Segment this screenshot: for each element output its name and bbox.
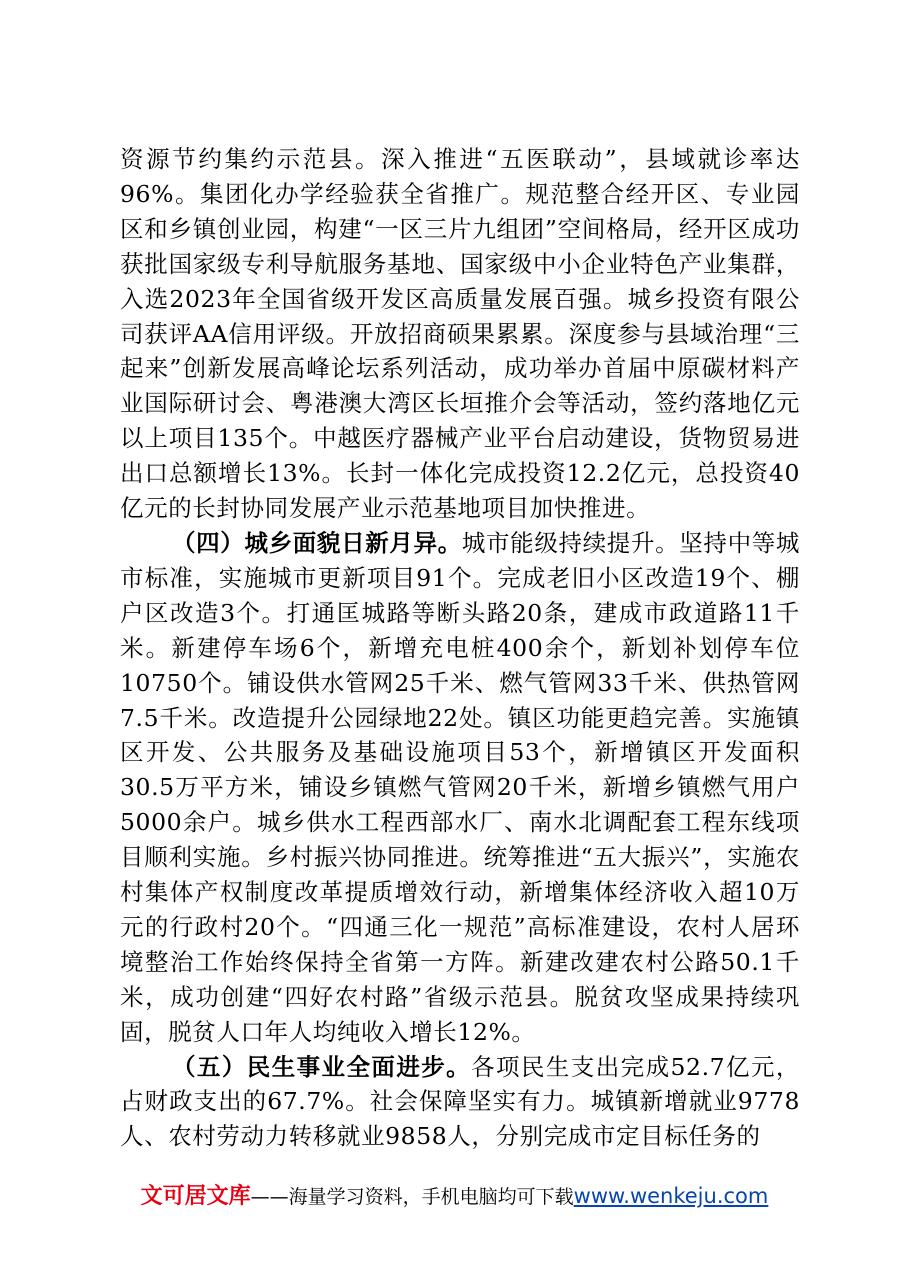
footer-slogan: ——海量学习资料，手机电脑均可下载: [250, 1186, 574, 1208]
footer-site-link[interactable]: www.wenkeju.com: [573, 1184, 769, 1208]
paragraph-2: [120, 526, 800, 1050]
footer-banner: [0, 1183, 909, 1210]
section-heading-4: （四）城乡面貌日新月异。: [172, 528, 462, 557]
document-body: [120, 142, 800, 1154]
paragraph-3: [120, 1050, 800, 1155]
section-heading-5: （五）民生事业全面进步。: [172, 1052, 472, 1081]
paragraph-1-text: 资源节约集约示范县。深入推进“五医联动”，县域就诊率达96%。集团化办学经验获全省推广。规范整合经开区、专业园区和乡镇创业园，构建“一区三片九组团”空间格局，经开区成功获批国家级专利导航服务基地、国家级中小企业特色产业集群，入选2023年全国省级开发区高质量发展百强。城乡投资有限公司获评AA信用评级。开放招商硕果累累。深度参与县域治理“三起来”创新发展高峰论坛系列活动，成功举办首届中原碳材料产业国际研讨会、粤港澳大湾区长垣推介会等活动，签约落地亿元以上项目135个。中越医疗器械产业平台启动建设，货物贸易进出口总额增长13%。长封一体化完成投资12.2亿元，总投资40亿元的长封协同发展产业示范基地项目加快推进。: [120, 145, 800, 523]
paragraph-1: [120, 142, 800, 526]
paragraph-3-text: 各项民生支出完成52.7亿元，占财政支出的67.7%。社会保障坚实有力。城镇新增就业9778人、农村劳动力转移就业9858人，分别完成市定目标任务的: [120, 1052, 801, 1151]
footer-brand: 文可居文库: [140, 1184, 251, 1209]
paragraph-2-text: 城市能级持续提升。坚持中等城市标准，实施城市更新项目91个。完成老旧小区改造19个、棚户区改造3个。打通匡城路等断头路20条，建成市政道路11千米。新建停车场6个，新增充电桩400余个，新划补划停车位10750个。铺设供水管网25千米、燃气管网33千米、供热管网7.5千米。改造提升公园绿地22处。镇区功能更趋完善。实施镇区开发、公共服务及基础设施项目53个，新增镇区开发面积30.5万平方米，铺设乡镇燃气管网20千米，新增乡镇燃气用户5000余户。城乡供水工程西部水厂、南水北调配套工程东线项目顺利实施。乡村振兴协同推进。统筹推进“五大振兴”，实施农村集体产权制度改革提质增效行动，新增集体经济收入超10万元的行政村20个。“四通三化一规范”高标准建设，农村人居环境整治工作始终保持全省第一方阵。新建改建农村公路50.1千米，成功创建“四好农村路”省级示范县。脱贫攻坚成果持续巩固，脱贫人口年人均纯收入增长12%。: [120, 528, 800, 1046]
